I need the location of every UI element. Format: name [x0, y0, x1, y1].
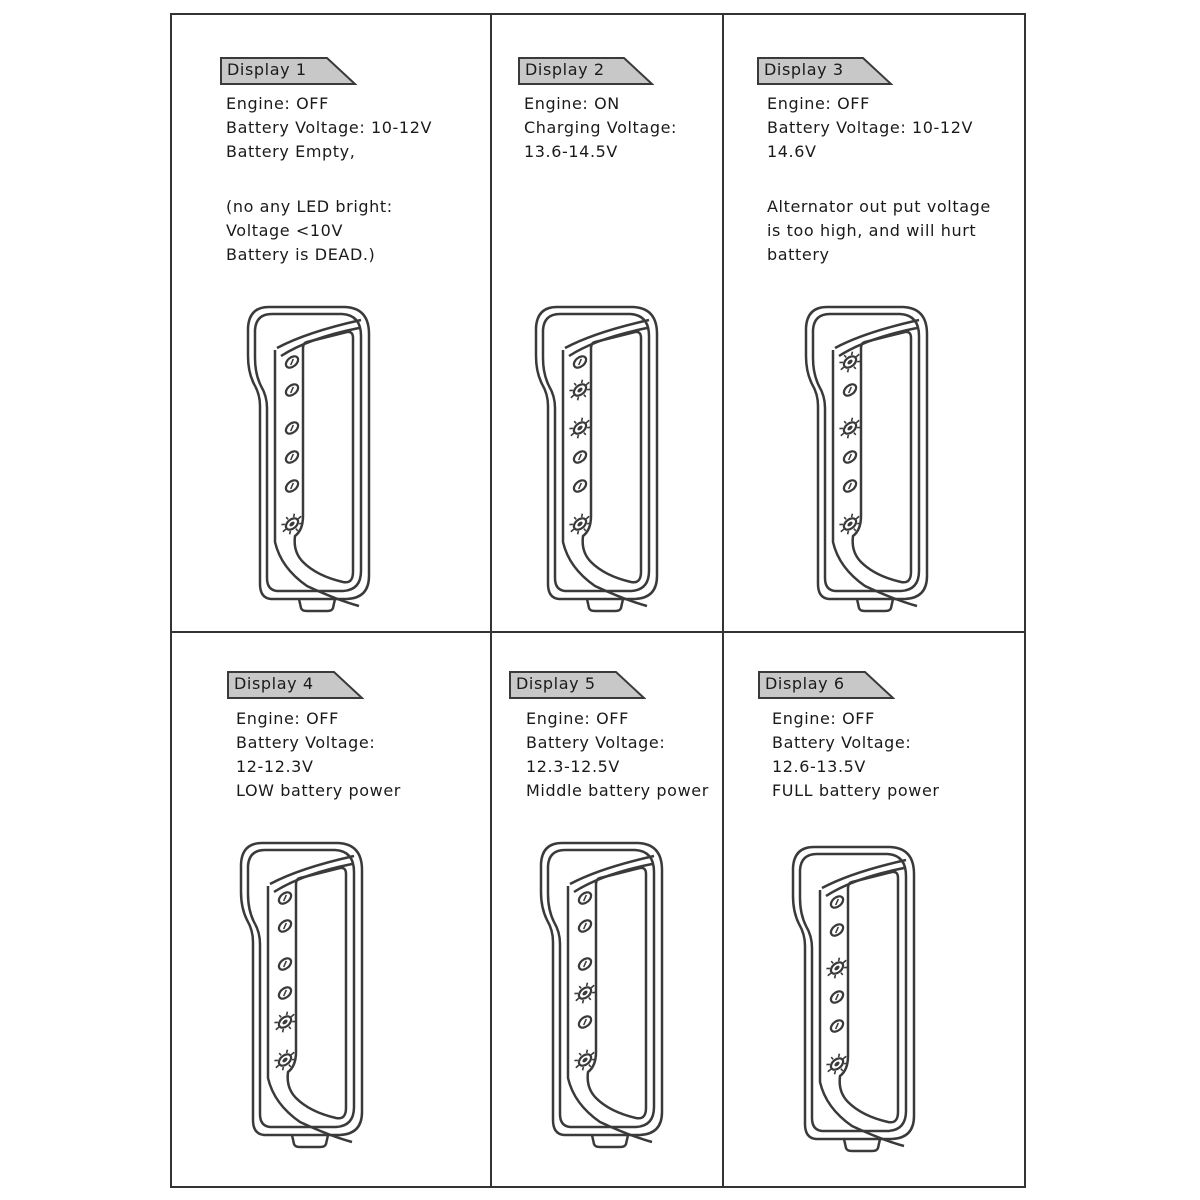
led-ray [569, 523, 573, 526]
battery-monitor-device [540, 842, 665, 1148]
led-off-icon [572, 478, 589, 494]
led-ray [591, 985, 594, 988]
device-inner-shell [800, 854, 906, 1131]
led-ray [571, 433, 574, 436]
led-ray [580, 418, 584, 421]
led-ray [841, 973, 843, 975]
led-ray [850, 514, 854, 517]
device-swoosh-top [835, 320, 919, 348]
note-line: Battery is DEAD.) [226, 245, 376, 264]
led-ray [571, 529, 574, 532]
led-ray [854, 433, 856, 435]
led-ray [826, 1063, 830, 1066]
led-ray [585, 1050, 589, 1053]
led-off-icon [284, 354, 301, 370]
led-off-icon [842, 449, 859, 465]
description-line: Engine: ON [524, 94, 620, 113]
display-description [236, 707, 401, 803]
led-off-icon [829, 922, 846, 938]
led-ray [837, 958, 841, 961]
led-ray [846, 435, 850, 438]
led-ray [833, 975, 837, 978]
led-off-icon [829, 989, 846, 1005]
led-ray [289, 1065, 291, 1067]
description-line: 12-12.3V [236, 757, 314, 776]
battery-monitor-device [535, 306, 660, 612]
led-ray [828, 973, 831, 976]
description-line: 14.6V [767, 142, 817, 161]
description-line: 13.6-14.5V [524, 142, 618, 161]
device-bottom-clip [857, 599, 893, 611]
led-ray [581, 1000, 585, 1003]
description-line: Battery Voltage: [236, 733, 376, 752]
led-ray [841, 367, 844, 370]
display-description [772, 707, 940, 803]
led-ray [837, 1054, 841, 1057]
device-inner-shell [548, 850, 654, 1127]
led-ray [586, 516, 589, 519]
led-ray [856, 516, 859, 519]
led-ray [581, 1067, 585, 1070]
display-tab [757, 57, 891, 85]
led-ray [574, 383, 576, 385]
device-inner-shell [813, 314, 919, 591]
description-line: Engine: OFF [226, 94, 329, 113]
led-off-icon [842, 478, 859, 494]
description-line: 12.6-13.5V [772, 757, 866, 776]
led-ray [833, 1071, 837, 1074]
led-ray [569, 427, 573, 430]
led-ray [576, 998, 579, 1001]
led-ray [839, 523, 843, 526]
led-ray [844, 517, 846, 519]
led-ray [579, 986, 581, 988]
led-off-icon [284, 449, 301, 465]
led-ray [854, 529, 856, 531]
led-ray [283, 529, 286, 532]
description-line: Battery Voltage: 10-12V [767, 118, 974, 137]
note-line: Alternator out put voltage [767, 197, 991, 216]
display-title: Display 2 [525, 60, 605, 79]
display-description [526, 707, 709, 803]
led-ray [580, 380, 584, 383]
device-swoosh-top [565, 320, 649, 348]
led-ray [574, 421, 576, 423]
led-off-icon [829, 1018, 846, 1034]
device-screen-window [588, 868, 646, 1118]
spacer [226, 164, 432, 188]
led-ray [276, 1027, 279, 1030]
device-swoosh-top [270, 856, 354, 884]
led-ray [291, 1014, 294, 1017]
led-ray [841, 1069, 843, 1071]
led-off-icon [277, 956, 294, 972]
battery-monitor-device [792, 846, 917, 1152]
led-ray [276, 1065, 279, 1068]
grid-divider [172, 631, 1024, 633]
description-line: Battery Voltage: [772, 733, 912, 752]
led-off-icon [577, 956, 594, 972]
device-swoosh-top [822, 860, 906, 888]
battery-monitor-device [240, 842, 365, 1148]
led-ray [844, 421, 846, 423]
description-line: Battery Voltage: 10-12V [226, 118, 433, 137]
device-screen-window [853, 332, 911, 582]
led-ray [846, 531, 850, 534]
led-ray [296, 529, 298, 531]
led-ray [292, 514, 296, 517]
device-screen-window [583, 332, 641, 582]
device-swoosh-top [277, 320, 361, 348]
note-line: battery [767, 245, 830, 264]
grid-divider [490, 15, 492, 1186]
display-tab [518, 57, 652, 85]
led-off-icon [577, 918, 594, 934]
led-ray [850, 352, 854, 355]
led-off-icon [577, 890, 594, 906]
led-ray [584, 395, 586, 397]
led-ray [279, 1015, 281, 1017]
led-ray [576, 397, 580, 400]
led-ray [841, 433, 844, 436]
led-ray [281, 1029, 285, 1032]
led-off-icon [572, 354, 589, 370]
led-ray [843, 960, 846, 963]
led-ray [854, 367, 856, 369]
led-ray [856, 420, 859, 423]
display-title: Display 3 [764, 60, 844, 79]
led-ray [291, 1052, 294, 1055]
led-ray [576, 435, 580, 438]
device-drawing [805, 306, 930, 612]
led-ray [591, 1052, 594, 1055]
led-ray [574, 517, 576, 519]
description-line: LOW battery power [236, 781, 401, 800]
led-ray [586, 382, 589, 385]
device-bottom-clip [299, 599, 335, 611]
led-ray [585, 983, 589, 986]
led-ray [281, 1067, 285, 1070]
led-off-icon [277, 918, 294, 934]
display-description [524, 92, 677, 164]
led-ray [286, 517, 288, 519]
description-line: Engine: OFF [526, 709, 629, 728]
led-ray [285, 1012, 289, 1015]
led-ray [584, 433, 586, 435]
display-tab [220, 57, 355, 85]
led-off-icon [284, 382, 301, 398]
led-ray [580, 514, 584, 517]
led-ray [839, 361, 843, 364]
display-title: Display 6 [765, 674, 845, 693]
description-line: 12.3-12.5V [526, 757, 620, 776]
led-ray [826, 967, 830, 970]
display-description [226, 92, 432, 267]
device-screen-window [840, 872, 898, 1122]
description-line: Middle battery power [526, 781, 709, 800]
led-ray [274, 1059, 278, 1062]
description-line: Charging Voltage: [524, 118, 678, 137]
display-tab [509, 671, 644, 699]
description-line: FULL battery power [772, 781, 940, 800]
led-off-icon [829, 894, 846, 910]
led-ray [576, 1065, 579, 1068]
led-ray [274, 1021, 278, 1024]
device-screen-window [288, 868, 346, 1118]
battery-monitor-device [247, 306, 372, 612]
led-ray [279, 1053, 281, 1055]
led-ray [574, 992, 578, 995]
spacer [767, 188, 991, 195]
spacer [226, 188, 432, 195]
led-ray [574, 1059, 578, 1062]
led-ray [289, 1027, 291, 1029]
led-off-icon [572, 449, 589, 465]
led-ray [843, 1056, 846, 1059]
led-ray [831, 1057, 833, 1059]
led-off-icon [277, 985, 294, 1001]
description-line: Engine: OFF [767, 94, 870, 113]
led-ray [856, 354, 859, 357]
led-ray [831, 961, 833, 963]
device-drawing [540, 842, 665, 1148]
led-ray [589, 998, 591, 1000]
display-tab [227, 671, 362, 699]
device-drawing [247, 306, 372, 612]
led-off-icon [842, 382, 859, 398]
led-ray [584, 529, 586, 531]
device-inner-shell [255, 314, 361, 591]
led-off-icon [284, 478, 301, 494]
spacer [767, 164, 991, 188]
device-swoosh-top [570, 856, 654, 884]
led-ray [569, 389, 573, 392]
led-off-icon [277, 890, 294, 906]
led-ray [841, 529, 844, 532]
note-line: Voltage <10V [226, 221, 344, 240]
display-description [767, 92, 991, 267]
description-line: Battery Empty, [226, 142, 356, 161]
led-ray [844, 355, 846, 357]
device-bottom-clip [592, 1135, 628, 1147]
device-drawing [535, 306, 660, 612]
display-title: Display 4 [234, 674, 314, 693]
led-ray [281, 523, 285, 526]
led-ray [828, 1069, 831, 1072]
led-ray [846, 369, 850, 372]
battery-monitor-device [805, 306, 930, 612]
device-bottom-clip [292, 1135, 328, 1147]
display-title: Display 5 [516, 674, 596, 693]
led-ray [586, 420, 589, 423]
description-line: Engine: OFF [772, 709, 875, 728]
display-tab [758, 671, 893, 699]
led-ray [850, 418, 854, 421]
display-title: Display 1 [227, 60, 307, 79]
note-line: is too high, and will hurt [767, 221, 977, 240]
led-ray [839, 427, 843, 430]
led-ray [579, 1053, 581, 1055]
device-bottom-clip [587, 599, 623, 611]
device-drawing [240, 842, 365, 1148]
note-line: (no any LED bright: [226, 197, 393, 216]
led-ray [589, 1065, 591, 1067]
device-inner-shell [543, 314, 649, 591]
led-off-icon [284, 420, 301, 436]
led-ray [288, 531, 292, 534]
led-ray [285, 1050, 289, 1053]
led-ray [571, 395, 574, 398]
grid-divider [722, 15, 724, 1186]
led-ray [576, 531, 580, 534]
device-drawing [792, 846, 917, 1152]
led-off-icon [577, 1014, 594, 1030]
device-inner-shell [248, 850, 354, 1127]
device-bottom-clip [844, 1139, 880, 1151]
description-line: Battery Voltage: [526, 733, 666, 752]
description-line: Engine: OFF [236, 709, 339, 728]
device-screen-window [295, 332, 353, 582]
led-ray [298, 516, 301, 519]
